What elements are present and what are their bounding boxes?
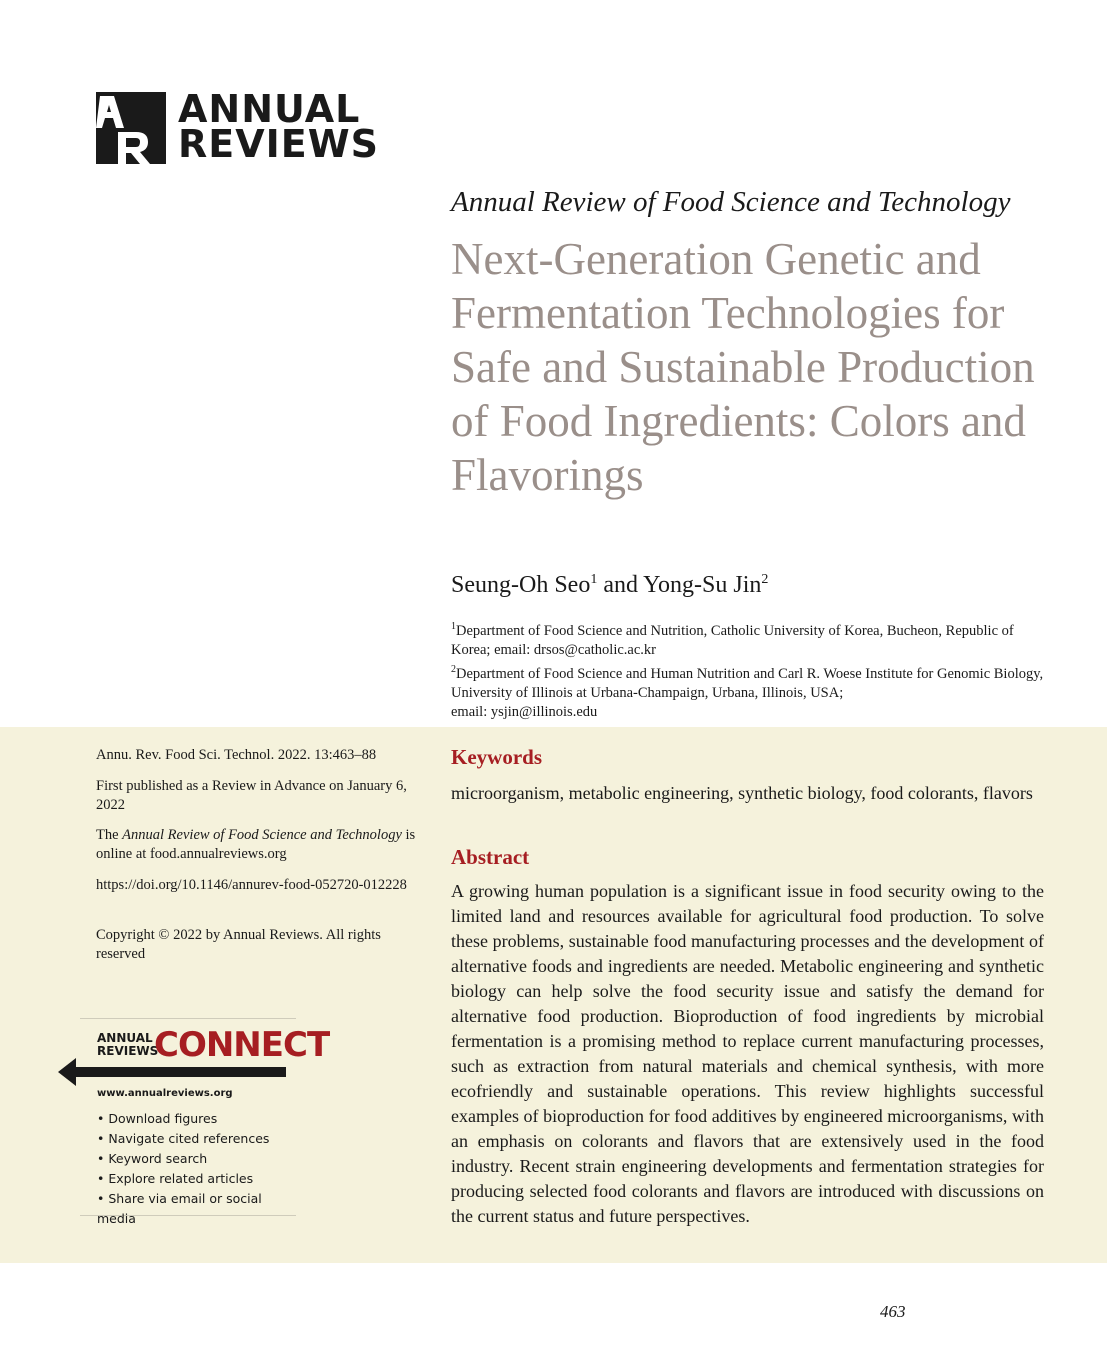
- author-and: and: [603, 572, 638, 598]
- journal-name: Annual Review of Food Science and Technology: [451, 186, 1011, 218]
- citation-info: Annu. Rev. Food Sci. Technol. 2022. 13:463–88: [96, 747, 377, 763]
- connect-small-logo: [97, 1032, 158, 1058]
- affiliation-2-sup: 2: [451, 664, 456, 675]
- page-number: 463: [880, 1302, 906, 1321]
- annual-reviews-connect-box[interactable]: [80, 1018, 330, 1226]
- online-pre: The: [96, 827, 119, 843]
- logo-line-1: ANNUAL: [178, 87, 361, 131]
- online-info: [96, 826, 426, 864]
- keywords-text: microorganism, metabolic engineering, synthetic biology, food colorants, flavors: [451, 783, 1033, 803]
- abstract-text: A growing human population is a significant issue in food security owing to the limited land and resources available for agricultural food production. To solve these problems, sustainable food manufacturing processes and the development of alternative foods and ingredients are needed. Metabolic engineering and synthetic biology can help solve the food security issue and satisfy the demand for alternative food production. Bioproduction of food ingredients by microbial fermentation is a promising method to replace current manufacturing processes, such as extraction from natural materials and chemical synthesis, with more ecofriendly and sustainable operations. This review highlights successful examples of bioproduction for food additives by engineered microorganisms, with an emphasis on colorants and flavors that are extensively used in the food industry. Recent strain engineering developments and fermentation strategies for producing selected food colorants and flavors are introduced with discussions on the current status and future perspectives.: [451, 881, 1044, 1226]
- first-published-info: First published as a Review in Advance on January 6, 2022: [96, 778, 407, 813]
- doi-link[interactable]: https://doi.org/10.1146/annurev-food-052720-012228: [96, 877, 407, 893]
- author-2: Yong-Su Jin: [643, 572, 762, 598]
- connect-feature-list: [97, 1109, 296, 1229]
- connect-feature-item: • Explore related articles: [97, 1171, 254, 1186]
- connect-wordmark: CONNECT: [154, 1025, 330, 1065]
- logo-wordmark: [178, 87, 380, 166]
- connect-feature-item: • Share via email or social media: [97, 1191, 262, 1226]
- connect-feature-item: • Navigate cited references: [97, 1131, 270, 1146]
- connect-small-line-2: REVIEWS: [97, 1044, 159, 1058]
- online-post: is online at food.annualreviews.org: [96, 827, 416, 862]
- affiliation-2-email: email: ysjin@illinois.edu: [451, 703, 598, 720]
- affiliation-1: [451, 617, 1051, 660]
- connect-small-line-1: ANNUAL: [97, 1031, 153, 1045]
- abstract-heading: Abstract: [451, 845, 530, 869]
- copyright-info: Copyright © 2022 by Annual Reviews. All rights reserved: [96, 927, 381, 962]
- affiliation-2-text: Department of Food Science and Human Nutrition and Carl R. Woese Institute for Genomic Biology, University of Illinois at Urbana-Champaign, Urbana, Illinois, USA;: [451, 665, 1044, 701]
- logo-line-2: REVIEWS: [178, 122, 380, 166]
- ar-logo-mark-icon: [96, 92, 166, 164]
- left-arrow-icon: [58, 1057, 288, 1087]
- connect-url[interactable]: www.annualreviews.org: [97, 1088, 233, 1099]
- author-1: Seung-Oh Seo: [451, 572, 591, 598]
- affiliation-1-text: Department of Food Science and Nutrition, Catholic University of Korea, Bucheon, Republic of Korea; email: drsos@catholic.ac.kr: [451, 622, 1014, 658]
- online-journal: Annual Review of Food Science and Technology: [122, 827, 402, 843]
- author-line: [451, 572, 768, 599]
- connect-feature-item: • Keyword search: [97, 1151, 208, 1166]
- annual-reviews-logo: [96, 87, 380, 166]
- affiliation-1-sup: 1: [451, 621, 456, 632]
- affiliation-2: [451, 660, 1051, 722]
- connect-feature-item: • Download figures: [97, 1111, 218, 1126]
- author-1-sup: 1: [590, 572, 598, 587]
- author-2-sup: 2: [761, 572, 769, 587]
- keywords-heading: Keywords: [451, 745, 542, 769]
- article-title: Next-Generation Genetic and Fermentation Technologies for Safe and Sustainable Production of Food Ingredients: Colors and Flavorings: [451, 234, 1035, 500]
